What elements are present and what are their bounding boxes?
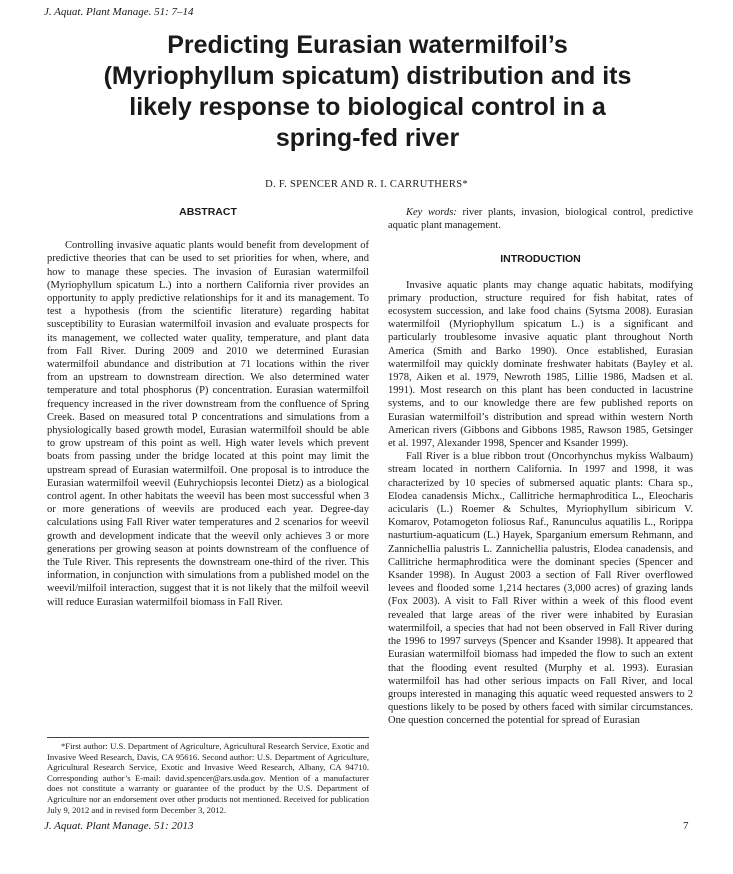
keywords-text: river plants, invasion, biological control, predictive aquatic plant management. bbox=[388, 207, 693, 232]
footnote bbox=[47, 737, 369, 815]
abstract-heading: ABSTRACT bbox=[179, 206, 237, 218]
article-title bbox=[40, 30, 695, 154]
footer-journal: J. Aquat. Plant Manage. 51: 2013 bbox=[44, 820, 194, 832]
title-line-4: spring-fed river bbox=[275, 124, 460, 152]
title-line-1: Predicting Eurasian watermilfoil’s bbox=[167, 31, 568, 59]
left-column bbox=[47, 206, 369, 609]
running-head: J. Aquat. Plant Manage. 51: 7–14 bbox=[44, 6, 194, 18]
abstract-text: Controlling invasive aquatic plants would benefit from development of predictive theories that can be used to set priorities for when, where, and how to manage these species. The invasion of Eurasian watermilfoil (Myriophyllum spicatum L.) into a northern California river provides an opportunity to apply predictive relationships for it and its management. To test a hypothesis (from the scientific literature) regarding habitat susceptibility to Eurasian watermilfoil invasion and evaluate prospects for its management, we collected water quality, temperature, and plant data from Fall River. During 2009 and 2010 we determined Eurasian watermilfoil abundance and distribution at 71 locations within the river from an upstream to downstream direction. We also determined water temperature and total phosphorus (P) concentration. Eurasian watermilfoil frequency increased in the river downstream from the confluence of Spring Creek. Based on measured total P concentrations and simulations from a physiologically based growth model, Eurasian watermilfoil should be able to grow upstream of this point as well. High water levels which prevent boats from passing under the bridge located at this point may limit the upstream spread of Eurasian watermilfoil. One proposal is to introduce the Eurasian watermilfoil weevil (Euhrychiopsis lecontei Dietz) as a biological control agent. In other habitats the weevil has been most successful when 3 or more generations of weevils are produced each year. Degree-day calculations using Fall River water temperatures and 2 scenarios for weevil growth and development indicate that the weevil only achieves 3 or more generations per growing season at points downstream of the confluence of the Tule River. This represents the downstream one-third of the river. This information, in conjunction with simulations from a published model on the weevil/milfoil interaction, suggest that it is not likely that the milfoil weevil will reduce Eurasian watermilfoil biomass in Fall River. bbox=[47, 240, 369, 608]
keywords-label: Key words: bbox=[406, 207, 457, 218]
title-line-3: likely response to biological control in a bbox=[129, 93, 606, 121]
introduction-paragraph-2: Fall River is a blue ribbon trout (Oncorhynchus mykiss Walbaum) stream located in northern California. In 1997 and 1998, it was characterized by 10 species of submersed aquatic plants: Chara sp., Elodea canadensis Michx., Callitriche hermaphroditica L., Eleocharis acicularis (L.) Roemer & Schultes, Myriophyllum sibiricum V. Komarov, Potamogeton foliosus Raf., Ranunculus aquatilis L., Rorippa nasturtium-aquaticum (L.) Hayek, Sparganium emersum Rehmann, and Zannichellia palustris L. Zannichellia palustris, Elodea canadensis, and Callitriche hermaphroditica were the dominant species (Spencer and Ksander 1998). In August 2003 a section of Fall River overflowed levees and flooded some 1,214 hectares (3,000 acres) of grazing lands (Fox 2003). A visit to Fall River within a week of this flood event revealed that large areas of the river were inhabited by Eurasian watermilfoil, a species that had not been observed in Fall River during the 1996 to 1997 surveys (Spencer and Ksander 1998). It appeared that Eurasian watermilfoil biomass had impeded the flow to such an extent that the flooding event resulted (Murphy et al. 1993). Eurasian watermilfoil has had other serious impacts on Fall River, and local groups interested in managing this aquatic weed requested answers to 2 questions likely to be posed by others faced with similar circumstances. One question concerned the potential for spread of Eurasian bbox=[388, 451, 693, 727]
footnote-text: *First author: U.S. Department of Agriculture, Agricultural Research Service, Exotic and Invasive Weed Research, Davis, CA 95616. Second author: U.S. Department of Agriculture, Agricultural Research Service, Exotic and Invasive Weed Research, Albany, CA 94710. Corresponding author’s E-mail: david.spencer@ars.usda.gov. Mention of a manufacturer does not constitute a warranty or guarantee of the product by the U.S. Department of Agriculture nor an endorsement over other products not mentioned. Received for publication July 9, 2012 and in revised form December 3, 2012. bbox=[47, 741, 369, 815]
introduction-paragraph-1: Invasive aquatic plants may change aquatic habitats, modifying primary production, structure required for fish habitat, rates of ecosystem succession, and lake food chains (Sytsma 2008). Eurasian watermilfoil (Myriophyllum spicatum L.) is a significant and particularly troublesome invasive aquatic plant throughout North America (Smith and Barko 1990). Once established, Eurasian watermilfoil may quickly dominate freshwater habitats (Bayley et al. 1978, Aiken et al. 1979, Newroth 1985, Lillie 1986, Madsen et al. 1991). Most research on this plant has been conducted in lacustrine systems, and to our knowledge there are few published reports on Eurasian watermilfoil’s distribution and spread within western North American rivers (Gibbons and Gibbons 1985, Rawson 1985, Getsinger et al. 1997, Alexander 1998, Spencer and Ksander 1999). bbox=[388, 279, 693, 450]
right-column bbox=[388, 206, 693, 728]
title-line-2: (Myriophyllum spicatum) distribution and its bbox=[103, 62, 632, 90]
introduction-heading: INTRODUCTION bbox=[500, 253, 581, 266]
keywords bbox=[388, 206, 693, 232]
authors: D. F. SPENCER AND R. I. CARRUTHERS* bbox=[265, 179, 468, 190]
page-number: 7 bbox=[683, 820, 689, 832]
